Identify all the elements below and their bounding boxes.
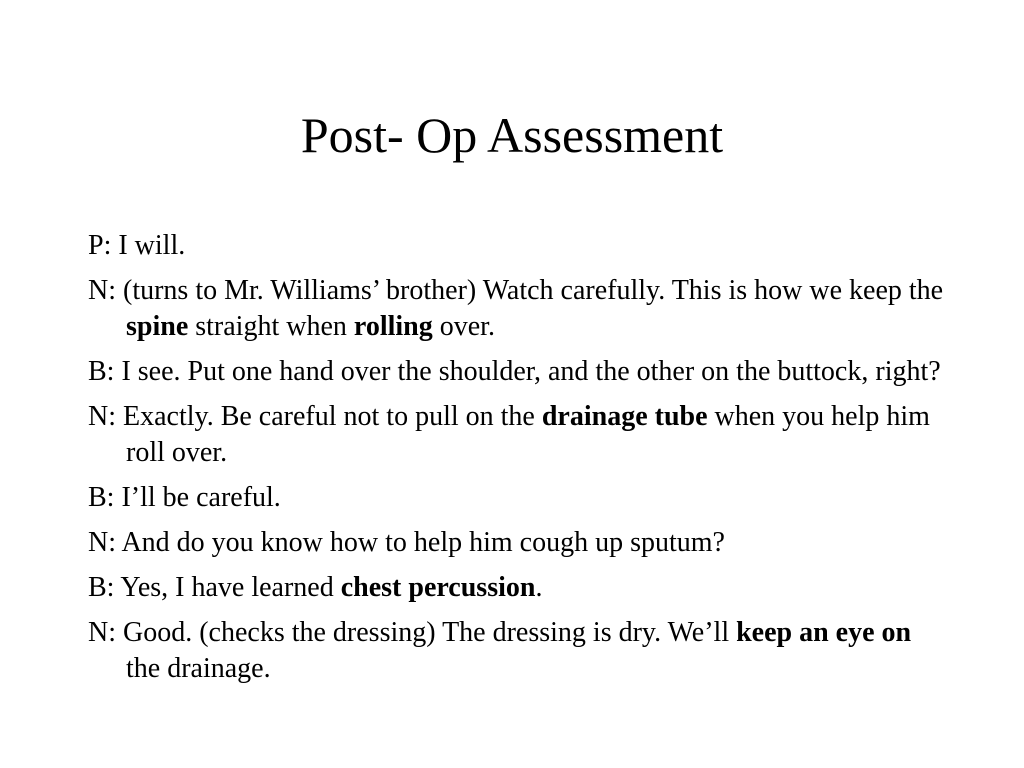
bold-term: drainage tube [541,401,708,432]
line-text: B: I see. Put one hand over the shoulder, and the other on the buttock, right? [88,356,941,387]
bold-term: keep an eye on [736,617,912,648]
dialogue-line [88,228,948,264]
dialogue-list [88,228,948,696]
bold-term: spine [126,311,189,342]
bold-term: rolling [353,311,433,342]
bold-term: chest percussion [340,572,536,603]
line-text: N: (turns to Mr. Williams’ brother) Watch carefully. This is how we keep the [88,275,944,306]
line-text: P: I will. [88,230,186,261]
line-text: the drainage. [126,653,271,684]
dialogue-line [88,273,948,345]
dialogue-line [88,615,948,687]
dialogue-line [88,399,948,471]
dialogue-line [88,354,948,390]
line-text: over. [432,311,495,342]
line-text: B: I’ll be careful. [88,482,281,513]
line-text: when you help him roll over. [126,401,930,468]
line-text: N: And do you know how to help him cough up sputum? [88,527,725,558]
dialogue-line [88,480,948,516]
dialogue-line [88,525,948,561]
line-text: B: Yes, I have learned [88,572,341,603]
line-text: N: Good. (checks the dressing) The dressing is dry. We’ll [88,617,737,648]
line-text: . [535,572,543,603]
slide-title: Post- Op Assessment [300,107,724,163]
dialogue-line [88,570,948,606]
line-text: straight when [188,311,354,342]
line-text: N: Exactly. Be careful not to pull on the [88,401,542,432]
